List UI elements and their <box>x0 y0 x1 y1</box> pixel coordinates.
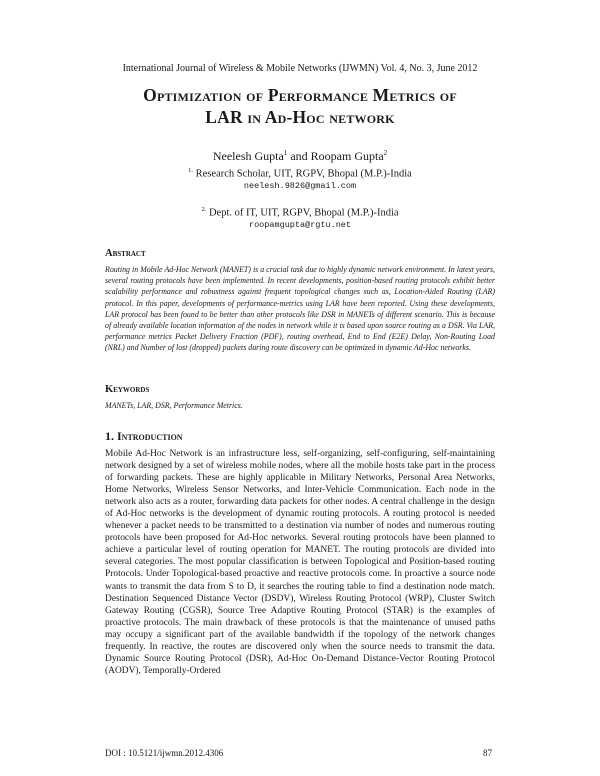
author-2-marker: 2 <box>383 149 388 157</box>
title-line-2: LAR in Ad-Hoc network <box>205 107 395 127</box>
affiliation-1 <box>0 167 600 180</box>
keywords-list: MANETs, LAR, DSR, Performance Metrics. <box>105 401 243 410</box>
journal-header: International Journal of Wireless & Mobile Networks (IJWMN) Vol. 4, No. 3, June 2012 <box>122 63 478 74</box>
paper-title <box>60 84 540 128</box>
author-1-name: Neelesh Gupta <box>212 149 284 163</box>
footer-doi: DOI : 10.5121/ijwmn.2012.4306 <box>105 748 224 758</box>
author-2-email[interactable]: roopamgupta@rgtu.net <box>248 220 352 230</box>
keywords-heading: Keywords <box>105 384 150 395</box>
title-line-1: Optimization of Performance Metrics of <box>143 85 457 105</box>
affiliation-1-text: Research Scholar, UIT, RGPV, Bhopal (M.P.)-India <box>193 168 412 180</box>
author-1-email[interactable]: neelesh.9826@gmail.com <box>243 181 357 191</box>
page-number: 87 <box>483 748 492 758</box>
affiliation-2 <box>0 206 600 219</box>
author-list <box>0 149 600 164</box>
author-2-name: Roopam Gupta <box>310 149 384 163</box>
abstract-body: Routing in Mobile Ad-Hoc Network (MANET) is a crucial task due to highly dynamic network environment. In latest years, several routing protocols have been implemented. In recent developments, position-based routing protocols exhibit better scalability performance and robustness against frequent topological changes such as, Location-Aided Routing (LAR) protocol. In this paper, developments of performance-metrics using LAR have been reported. Using these developments, LAR protocol has been found to be better than other protocols like DSR in MANETs of different scenario. This is because of already available location information of the nodes in network while it is based upon source routing as a DSR. Via LAR, performance metrics Packet Delivery Fraction (PDF), routing overhead, End to End (E2E) Delay, Non-Routing Load (NRL) and Number of lost (dropped) packets during route discovery can be optimized in dynamic Ad-Hoc networks. <box>105 265 495 353</box>
author-1-marker: 1 <box>283 149 288 157</box>
affiliation-2-marker: 2. <box>201 206 207 213</box>
affiliation-2-text: Dept. of IT, UIT, RGPV, Bhopal (M.P.)-India <box>206 207 399 219</box>
author-conjunction: and <box>287 149 311 163</box>
affiliation-1-marker: 1. <box>188 167 194 174</box>
abstract-heading: Abstract <box>105 248 146 259</box>
introduction-heading: 1. Introduction <box>105 429 183 443</box>
introduction-body: Mobile Ad-Hoc Network is an infrastructure less, self-organizing, self-configuring, self-maintaining network designed by a set of wireless mobile nodes, where all the mobile hosts take part in the process of forwarding packets. These are highly applicable in Military Networks, Personal Area Networks, Home Networks, Wireless Sensor Networks, and Inter-Vehicle Communication. Each node in the network also acts as a router, forwarding data packets for other nodes. A central challenge in the design of Ad-Hoc networks is the development of dynamic routing protocols. A routing protocol is needed whenever a packet needs to be transmitted to a destination via number of nodes and numerous routing protocols have been proposed for Ad-Hoc networks. Several routing protocols have been planned to achieve a particular level of routing operation for MANET. The routing protocols are divided into several categories. The most popular classification is between Topological and Position-based routing Protocols. Under Topological-based proactive and reactive protocols come. In proactive a source node wants to transmit the data from S to D, it searches the routing table to find a destination node match. Destination Sequenced Distance Vector (DSDV), Wireless Routing Protocol (WRP), Cluster Switch Gateway Routing (CGSR), Source Tree Adaptive Routing Protocol (STAR) is the examples of proactive protocols. The main drawback of these protocols is that the maintenance of unused paths may occupy a significant part of the available bandwidth if the topology of the network changes frequently. In reactive, the routes are discovered only when the source needs to transmit the data. Dynamic Source Routing Protocol (DSR), Ad-Hoc On-Demand Distance-Vector Routing Protocol (AODV), Temporally-Ordered <box>105 449 495 676</box>
